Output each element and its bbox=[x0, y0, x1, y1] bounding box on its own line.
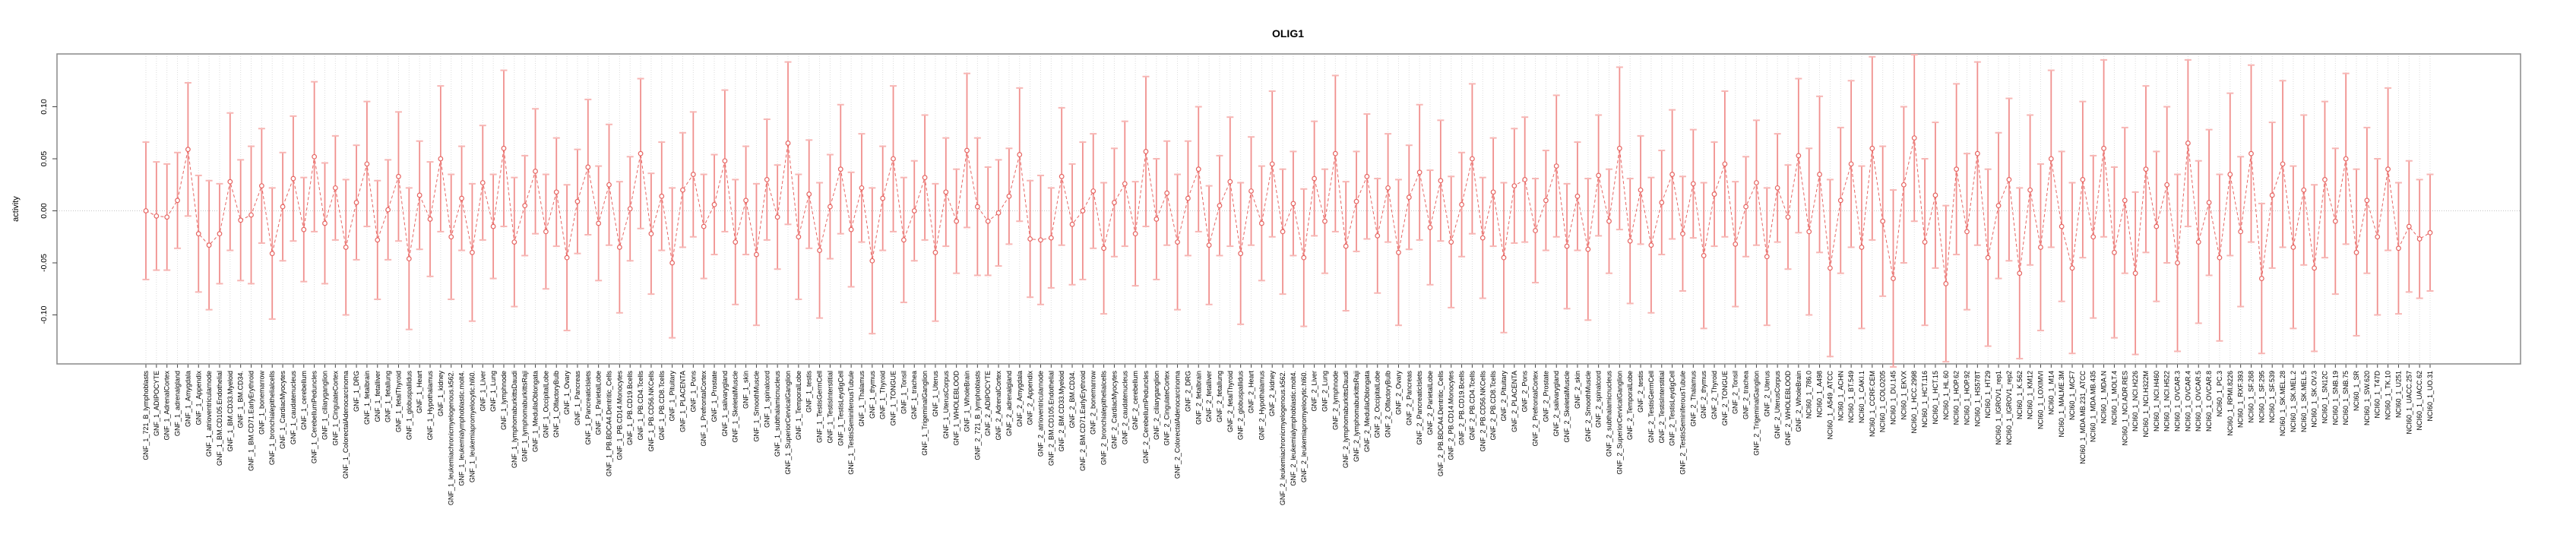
svg-text:GNF_1_TemporalLobe: GNF_1_TemporalLobe bbox=[794, 371, 802, 441]
svg-text:NCI60_1_OVCAR.4: NCI60_1_OVCAR.4 bbox=[2184, 371, 2192, 432]
svg-text:GNF_1_PB.CD56.NKCells: GNF_1_PB.CD56.NKCells bbox=[647, 371, 655, 452]
svg-text:GNF_2_PLACENTA: GNF_2_PLACENTA bbox=[1510, 371, 1518, 432]
svg-text:GNF_2_Liver: GNF_2_Liver bbox=[1310, 371, 1318, 412]
svg-text:-0.05: -0.05 bbox=[40, 254, 49, 272]
svg-text:GNF_2_SuperiorCervicalGanglion: GNF_2_SuperiorCervicalGanglion bbox=[1616, 371, 1624, 475]
svg-text:GNF_2_AdrenalCortex: GNF_2_AdrenalCortex bbox=[995, 371, 1003, 441]
svg-text:GNF_1_leukemiachronicmyelogeno: GNF_1_leukemiachronicmyelogenous.k562. bbox=[447, 371, 455, 506]
svg-text:NCI60_1_ACHN: NCI60_1_ACHN bbox=[1837, 371, 1845, 422]
svg-text:GNF_1_atrioventricularnode: GNF_1_atrioventricularnode bbox=[205, 371, 214, 457]
svg-text:GNF_1_caudatenucleus: GNF_1_caudatenucleus bbox=[289, 371, 297, 445]
svg-text:NCI60_1_SR: NCI60_1_SR bbox=[2353, 371, 2361, 412]
svg-text:GNF_2_ParietalLobe: GNF_2_ParietalLobe bbox=[1426, 371, 1435, 435]
svg-text:GNF_1_Heart: GNF_1_Heart bbox=[416, 371, 424, 414]
svg-text:GNF_1_Thyroid: GNF_1_Thyroid bbox=[878, 371, 887, 420]
svg-text:NCI60_1_RXF.393: NCI60_1_RXF.393 bbox=[2236, 371, 2245, 428]
svg-text:GNF_2_CerebellumPeduncles: GNF_2_CerebellumPeduncles bbox=[1141, 371, 1150, 464]
svg-text:GNF_1_PB.CD14.Monocytes: GNF_1_PB.CD14.Monocytes bbox=[616, 371, 624, 460]
svg-text:GNF_2_thymus: GNF_2_thymus bbox=[1700, 371, 1708, 419]
svg-text:NCI60_1_UACC.257: NCI60_1_UACC.257 bbox=[2405, 371, 2413, 435]
svg-text:GNF_1_AdrenalCortex: GNF_1_AdrenalCortex bbox=[163, 371, 171, 441]
svg-text:NCI60_1_SK.MEL.2: NCI60_1_SK.MEL.2 bbox=[2289, 371, 2297, 433]
svg-text:GNF_1_skin: GNF_1_skin bbox=[742, 371, 750, 409]
svg-text:GNF_2_TestisSeminiferousTubule: GNF_2_TestisSeminiferousTubule bbox=[1679, 371, 1687, 475]
svg-text:GNF_2_fetalliver: GNF_2_fetalliver bbox=[1205, 371, 1214, 422]
svg-text:GNF_2_Pons: GNF_2_Pons bbox=[1521, 371, 1529, 413]
svg-text:GNF_1_Pituitary: GNF_1_Pituitary bbox=[668, 371, 676, 422]
svg-text:NCI60_1_HT29: NCI60_1_HT29 bbox=[1984, 371, 1992, 419]
svg-text:0.05: 0.05 bbox=[40, 150, 49, 167]
svg-text:GNF_2_UterusCorpus: GNF_2_UterusCorpus bbox=[1774, 371, 1782, 439]
svg-text:GNF_2_TrigeminalGanglion: GNF_2_TrigeminalGanglion bbox=[1752, 371, 1761, 456]
svg-text:GNF_1_CardiacMyocytes: GNF_1_CardiacMyocytes bbox=[279, 371, 287, 450]
svg-text:GNF_1_Lung: GNF_1_Lung bbox=[489, 371, 498, 413]
svg-text:GNF_1_cerebellum: GNF_1_cerebellum bbox=[299, 371, 308, 431]
svg-text:GNF_1_TrigeminalGanglion: GNF_1_TrigeminalGanglion bbox=[921, 371, 929, 456]
svg-text:GNF_2_spinalcord: GNF_2_spinalcord bbox=[1594, 371, 1603, 428]
svg-text:GNF_1_subthalamicnucleus: GNF_1_subthalamicnucleus bbox=[774, 371, 782, 457]
svg-text:GNF_1_TestisGermCell: GNF_1_TestisGermCell bbox=[815, 371, 824, 444]
svg-text:GNF_1_PB.CD19.Bcells: GNF_1_PB.CD19.Bcells bbox=[626, 371, 635, 446]
svg-text:GNF_1_WHOLEBLOOD: GNF_1_WHOLEBLOOD bbox=[952, 371, 960, 446]
svg-text:GNF_1_PrefrontalCortex: GNF_1_PrefrontalCortex bbox=[700, 371, 708, 447]
svg-text:NCI60_1_SNB.75: NCI60_1_SNB.75 bbox=[2342, 371, 2350, 425]
svg-text:GNF_2_cerebellum: GNF_2_cerebellum bbox=[1131, 371, 1140, 431]
svg-text:GNF_1_Uterus: GNF_1_Uterus bbox=[931, 371, 939, 417]
svg-text:GNF_2_Pancreas: GNF_2_Pancreas bbox=[1405, 371, 1413, 426]
svg-text:GNF_2_WholeBrain: GNF_2_WholeBrain bbox=[1794, 371, 1802, 432]
svg-text:NCI60_1_RPMI.8226: NCI60_1_RPMI.8226 bbox=[2226, 371, 2234, 436]
svg-text:GNF_2_adrenalgland: GNF_2_adrenalgland bbox=[1005, 371, 1013, 437]
svg-text:GNF_1_UterusCorpus: GNF_1_UterusCorpus bbox=[941, 371, 950, 439]
svg-text:NCI60_1_HS578T: NCI60_1_HS578T bbox=[1973, 371, 1982, 427]
svg-text:GNF_2_subthalamicnucleus: GNF_2_subthalamicnucleus bbox=[1605, 371, 1613, 457]
svg-text:GNF_2_TestisGermCell: GNF_2_TestisGermCell bbox=[1647, 371, 1655, 444]
svg-text:GNF_1_BM.CD34.: GNF_1_BM.CD34. bbox=[236, 371, 245, 428]
svg-text:GNF_1_SuperiorCervicalGanglion: GNF_1_SuperiorCervicalGanglion bbox=[784, 371, 793, 475]
svg-text:GNF_2_salivarygland: GNF_2_salivarygland bbox=[1552, 371, 1561, 437]
svg-text:NCI60_1_HL.60: NCI60_1_HL.60 bbox=[1941, 371, 1950, 420]
svg-text:GNF_1_bonemarrow: GNF_1_bonemarrow bbox=[258, 371, 266, 435]
svg-text:GNF_1_ParietalLobe: GNF_1_ParietalLobe bbox=[594, 371, 603, 435]
svg-text:GNF_2_testis: GNF_2_testis bbox=[1637, 371, 1645, 413]
svg-text:GNF_1_Pons: GNF_1_Pons bbox=[689, 371, 698, 413]
svg-text:NCI60_1_PC.3: NCI60_1_PC.3 bbox=[2215, 371, 2223, 417]
svg-text:GNF_2_PB.CD8.Tcells: GNF_2_PB.CD8.Tcells bbox=[1489, 371, 1498, 441]
svg-text:NCI60_1_NCI.H322M: NCI60_1_NCI.H322M bbox=[2141, 371, 2150, 438]
svg-text:GNF_2_ADIPOCYTE: GNF_2_ADIPOCYTE bbox=[984, 371, 992, 437]
svg-text:GNF_2_bonemarrow: GNF_2_bonemarrow bbox=[1089, 371, 1097, 435]
svg-text:NCI60_1_SK.OV.3: NCI60_1_SK.OV.3 bbox=[2310, 371, 2318, 428]
svg-text:NCI60_1_IGROV1_rep2: NCI60_1_IGROV1_rep2 bbox=[2005, 371, 2013, 445]
svg-text:GNF_2_BM.CD105.Endothelial: GNF_2_BM.CD105.Endothelial bbox=[1047, 371, 1055, 466]
svg-text:GNF_1_Tonsil: GNF_1_Tonsil bbox=[900, 371, 908, 415]
svg-text:NCI60_1_NCI.ADR.RES: NCI60_1_NCI.ADR.RES bbox=[2121, 371, 2129, 446]
svg-text:NCI60_1_SN12C: NCI60_1_SN12C bbox=[2321, 371, 2329, 424]
svg-text:GNF_1_ColorectalAdenocarcinoma: GNF_1_ColorectalAdenocarcinoma bbox=[342, 371, 350, 479]
svg-text:GNF_2_Uterus: GNF_2_Uterus bbox=[1763, 371, 1771, 417]
svg-text:GNF_1_Hypothalamus: GNF_1_Hypothalamus bbox=[426, 371, 435, 441]
svg-text:GNF_2_PancreaticIslets: GNF_2_PancreaticIslets bbox=[1416, 371, 1424, 445]
svg-text:NCI60_1_OVCAR.3: NCI60_1_OVCAR.3 bbox=[2173, 371, 2182, 432]
svg-text:GNF_1_globuspallidus: GNF_1_globuspallidus bbox=[405, 371, 413, 441]
svg-text:NCI60_1_SNB.19: NCI60_1_SNB.19 bbox=[2331, 371, 2340, 425]
svg-text:NCI60_1_SF.539: NCI60_1_SF.539 bbox=[2268, 371, 2277, 423]
svg-text:NCI60_1_786.0: NCI60_1_786.0 bbox=[1805, 371, 1813, 419]
svg-text:GNF_1_testis: GNF_1_testis bbox=[805, 371, 813, 413]
svg-text:GNF_2_CingulateCortex: GNF_2_CingulateCortex bbox=[1163, 371, 1171, 446]
svg-text:GNF_2_lymphomaburkittsDaudi: GNF_2_lymphomaburkittsDaudi bbox=[1342, 371, 1350, 469]
y-axis-label: activity bbox=[11, 196, 21, 222]
svg-text:GNF_2_TemporalLobe: GNF_2_TemporalLobe bbox=[1626, 371, 1635, 441]
svg-text:GNF_2_SkeletalMuscle: GNF_2_SkeletalMuscle bbox=[1563, 371, 1571, 443]
svg-text:GNF_2_TestisInterstitial: GNF_2_TestisInterstitial bbox=[1657, 371, 1666, 444]
svg-text:NCI60_1_MDA.MB.231_ATCC: NCI60_1_MDA.MB.231_ATCC bbox=[2078, 371, 2087, 464]
svg-text:GNF_1_adrenalgland: GNF_1_adrenalgland bbox=[173, 371, 182, 437]
svg-text:NCI60_1_MDA.MB.435: NCI60_1_MDA.MB.435 bbox=[2089, 371, 2097, 443]
svg-text:-0.10: -0.10 bbox=[40, 305, 49, 324]
svg-text:GNF_1_CingulateCortex: GNF_1_CingulateCortex bbox=[331, 371, 340, 446]
svg-text:GNF_1_PancreaticIslets: GNF_1_PancreaticIslets bbox=[584, 371, 592, 445]
svg-text:GNF_2_trachea: GNF_2_trachea bbox=[1742, 371, 1750, 420]
svg-text:GNF_2_Hypothalamus: GNF_2_Hypothalamus bbox=[1258, 371, 1266, 441]
svg-text:GNF_2_PB.CD14.Monocytes: GNF_2_PB.CD14.Monocytes bbox=[1447, 371, 1455, 460]
svg-text:NCI60_1_BT.549: NCI60_1_BT.549 bbox=[1847, 371, 1856, 423]
svg-text:NCI60_1_MALME.3M: NCI60_1_MALME.3M bbox=[2058, 371, 2066, 438]
svg-text:GNF_1_Amygdala: GNF_1_Amygdala bbox=[184, 371, 192, 428]
svg-text:GNF_2_globuspallidus: GNF_2_globuspallidus bbox=[1236, 371, 1245, 441]
svg-text:NCI60_1_OVCAR.8: NCI60_1_OVCAR.8 bbox=[2205, 371, 2214, 432]
svg-text:GNF_2_BM.CD34.: GNF_2_BM.CD34. bbox=[1068, 371, 1077, 428]
svg-text:NCI60_1_COLO205: NCI60_1_COLO205 bbox=[1878, 371, 1887, 433]
svg-text:NCI60_1_MDA.N: NCI60_1_MDA.N bbox=[2100, 371, 2108, 424]
svg-text:NCI60_1_M14: NCI60_1_M14 bbox=[2047, 371, 2055, 416]
svg-text:NCI60_1_DU.145: NCI60_1_DU.145 bbox=[1889, 371, 1897, 425]
svg-text:GNF_2_Thyroid: GNF_2_Thyroid bbox=[1710, 371, 1719, 420]
svg-text:GNF_1_BM.CD33.Myeloid: GNF_1_BM.CD33.Myeloid bbox=[226, 371, 234, 452]
svg-text:NCI60_1_UACC.62: NCI60_1_UACC.62 bbox=[2416, 371, 2424, 431]
svg-text:GNF_1_WholeBrain: GNF_1_WholeBrain bbox=[963, 371, 971, 432]
svg-text:GNF_2_fetalThyroid: GNF_2_fetalThyroid bbox=[1226, 371, 1234, 433]
svg-text:GNF_1_Liver: GNF_1_Liver bbox=[479, 371, 487, 412]
svg-text:GNF_2_atrioventricularnode: GNF_2_atrioventricularnode bbox=[1036, 371, 1045, 457]
svg-text:NCI60_1_KM12: NCI60_1_KM12 bbox=[2026, 371, 2034, 420]
svg-text:GNF_1_ciliaryganglion: GNF_1_ciliaryganglion bbox=[321, 371, 329, 441]
svg-text:GNF_2_Heart: GNF_2_Heart bbox=[1247, 371, 1255, 414]
svg-text:GNF_2_lymphomaburkittsRaji: GNF_2_lymphomaburkittsRaji bbox=[1353, 371, 1361, 463]
svg-text:NCI60_1_IGROV1_rep1: NCI60_1_IGROV1_rep1 bbox=[1995, 371, 2003, 445]
svg-text:NCI60_1_EKVX: NCI60_1_EKVX bbox=[1900, 371, 1908, 420]
svg-text:NCI60_1_MOLT.4: NCI60_1_MOLT.4 bbox=[2110, 371, 2119, 425]
svg-text:GNF_2_WHOLEBLOOD: GNF_2_WHOLEBLOOD bbox=[1783, 371, 1792, 446]
svg-text:GNF_2_Lung: GNF_2_Lung bbox=[1321, 371, 1329, 413]
svg-text:GNF_2_MedullaOblongata: GNF_2_MedullaOblongata bbox=[1362, 371, 1371, 453]
svg-text:GNF_2_BM.CD33.Myeloid: GNF_2_BM.CD33.Myeloid bbox=[1058, 371, 1066, 452]
svg-text:GNF_1_fetallung: GNF_1_fetallung bbox=[384, 371, 392, 423]
svg-text:NCI60_1_HCT.116: NCI60_1_HCT.116 bbox=[1921, 371, 1929, 428]
svg-text:GNF_1_lymphomaburkittsDaudi: GNF_1_lymphomaburkittsDaudi bbox=[510, 371, 518, 469]
svg-text:NCI60_1_TK.10: NCI60_1_TK.10 bbox=[2384, 371, 2392, 420]
svg-text:GNF_1_OlfactoryBulb: GNF_1_OlfactoryBulb bbox=[552, 371, 561, 438]
svg-text:GNF_2_PrefrontalCortex: GNF_2_PrefrontalCortex bbox=[1531, 371, 1540, 447]
svg-text:GNF_2_leukemiapromyelocytic.hl: GNF_2_leukemiapromyelocytic.hl60. bbox=[1299, 371, 1308, 483]
svg-text:GNF_1_spinalcord: GNF_1_spinalcord bbox=[763, 371, 771, 428]
svg-text:NCI60_1_MCF7: NCI60_1_MCF7 bbox=[2068, 371, 2077, 421]
svg-text:NCI60_1_NCI.H226: NCI60_1_NCI.H226 bbox=[2131, 371, 2140, 432]
svg-text:GNF_1_bronchialepithelialcells: GNF_1_bronchialepithelialcells bbox=[268, 371, 277, 466]
svg-text:GNF_1_thymus: GNF_1_thymus bbox=[868, 371, 876, 419]
svg-text:GNF_1_TestisSeminiferousTubule: GNF_1_TestisSeminiferousTubule bbox=[847, 371, 856, 475]
svg-text:GNF_1_Thalamus: GNF_1_Thalamus bbox=[857, 371, 866, 427]
svg-text:NCI60_1_K.562: NCI60_1_K.562 bbox=[2015, 371, 2024, 420]
svg-text:GNF_1_fetalThyroid: GNF_1_fetalThyroid bbox=[394, 371, 403, 433]
svg-text:GNF_1_SkeletalMuscle: GNF_1_SkeletalMuscle bbox=[731, 371, 739, 443]
svg-text:GNF_2_Appendix: GNF_2_Appendix bbox=[1026, 371, 1034, 425]
svg-text:GNF_1_ADIPOCYTE: GNF_1_ADIPOCYTE bbox=[152, 371, 160, 437]
svg-text:NCI60_1_SF.268: NCI60_1_SF.268 bbox=[2247, 371, 2255, 423]
svg-text:GNF_1_lymphomaburkittsRaji: GNF_1_lymphomaburkittsRaji bbox=[521, 371, 529, 463]
svg-text:NCI60_1_OVCAR.5: NCI60_1_OVCAR.5 bbox=[2195, 371, 2203, 432]
svg-text:GNF_2_Tonsil: GNF_2_Tonsil bbox=[1731, 371, 1739, 415]
svg-text:GNF_2_OlfactoryBulb: GNF_2_OlfactoryBulb bbox=[1384, 371, 1392, 438]
svg-text:0.00: 0.00 bbox=[40, 203, 49, 219]
svg-text:GNF_1_PB.CD8.Tcells: GNF_1_PB.CD8.Tcells bbox=[657, 371, 666, 441]
svg-text:GNF_1_SmoothMuscle: GNF_1_SmoothMuscle bbox=[752, 371, 761, 442]
svg-text:GNF_2_Prostate: GNF_2_Prostate bbox=[1542, 371, 1550, 422]
svg-text:NCI60_1_SF.295: NCI60_1_SF.295 bbox=[2258, 371, 2266, 423]
svg-text:GNF_1_leukemialymphoblastic.mo: GNF_1_leukemialymphoblastic.molt4. bbox=[457, 371, 466, 486]
svg-text:GNF_1_leukemiapromyelocytic.hl: GNF_1_leukemiapromyelocytic.hl60. bbox=[468, 371, 476, 483]
svg-text:GNF_1_PLACENTA: GNF_1_PLACENTA bbox=[679, 371, 687, 432]
svg-text:GNF_2_SmoothMuscle: GNF_2_SmoothMuscle bbox=[1584, 371, 1592, 442]
svg-text:GNF_2_CardiacMyocytes: GNF_2_CardiacMyocytes bbox=[1110, 371, 1119, 450]
svg-text:GNF_2_leukemiachronicmyelogeno: GNF_2_leukemiachronicmyelogenous.k562. bbox=[1279, 371, 1287, 506]
svg-text:GNF_1_lymphnode: GNF_1_lymphnode bbox=[499, 371, 508, 431]
svg-text:GNF_1_PB.BDCA4.Dentritic_Cells: GNF_1_PB.BDCA4.Dentritic_Cells bbox=[605, 371, 613, 477]
svg-text:NCI60_1_CAKI.1: NCI60_1_CAKI.1 bbox=[1857, 371, 1866, 424]
svg-text:NCI60_1_NCI.H522: NCI60_1_NCI.H522 bbox=[2163, 371, 2171, 432]
svg-text:GNF_1_PB.CD4.Tcells: GNF_1_PB.CD4.Tcells bbox=[637, 371, 645, 441]
svg-text:GNF_2_bronchialepithelialcells: GNF_2_bronchialepithelialcells bbox=[1100, 371, 1108, 466]
svg-text:GNF_1_Appendix: GNF_1_Appendix bbox=[195, 371, 203, 425]
svg-text:GNF_2_Amygdala: GNF_2_Amygdala bbox=[1015, 371, 1024, 428]
svg-text:NCI60_1_SK.MEL.28: NCI60_1_SK.MEL.28 bbox=[2279, 371, 2287, 437]
svg-text:NCI60_1_NCI.H460: NCI60_1_NCI.H460 bbox=[2152, 371, 2160, 432]
svg-text:NCI60_1_LOXIMVI: NCI60_1_LOXIMVI bbox=[2036, 371, 2045, 430]
svg-text:GNF_2_721_B_lymphoblasts: GNF_2_721_B_lymphoblasts bbox=[973, 371, 982, 460]
svg-text:GNF_1_BM.CD71.EarlyErythroid: GNF_1_BM.CD71.EarlyErythroid bbox=[247, 371, 255, 472]
svg-text:GNF_2_BM.CD71.EarlyErythroid: GNF_2_BM.CD71.EarlyErythroid bbox=[1078, 371, 1087, 472]
svg-text:NCI60_1_HCC.2998: NCI60_1_HCC.2998 bbox=[1910, 371, 1919, 434]
svg-text:NCI60_1_UO.31: NCI60_1_UO.31 bbox=[2426, 371, 2434, 422]
svg-text:NCI60_1_SW.620: NCI60_1_SW.620 bbox=[2362, 371, 2371, 426]
svg-text:NCI60_1_T47D: NCI60_1_T47D bbox=[2373, 371, 2381, 419]
svg-text:GNF_1_Pancreas: GNF_1_Pancreas bbox=[573, 371, 581, 426]
svg-text:GNF_2_Ovary: GNF_2_Ovary bbox=[1394, 371, 1403, 416]
svg-text:GNF_2_caudatenucleus: GNF_2_caudatenucleus bbox=[1121, 371, 1129, 445]
svg-text:GNF_2_fetallung: GNF_2_fetallung bbox=[1215, 371, 1223, 423]
svg-text:GNF_1_CerebellumPeduncles: GNF_1_CerebellumPeduncles bbox=[310, 371, 318, 464]
svg-text:GNF_2_TestisLeydigCell: GNF_2_TestisLeydigCell bbox=[1668, 371, 1676, 447]
svg-text:GNF_1_trachea: GNF_1_trachea bbox=[910, 371, 919, 420]
svg-text:GNF_1_kidney: GNF_1_kidney bbox=[436, 371, 445, 417]
svg-text:GNF_1_TestisLeydigCell: GNF_1_TestisLeydigCell bbox=[837, 371, 845, 447]
svg-text:GNF_2_DRG: GNF_2_DRG bbox=[1184, 371, 1192, 413]
svg-text:GNF_2_ColorectalAdenocarcinoma: GNF_2_ColorectalAdenocarcinoma bbox=[1173, 371, 1182, 479]
svg-text:GNF_2_PB.BDCA4.Dentritic_Cells: GNF_2_PB.BDCA4.Dentritic_Cells bbox=[1436, 371, 1445, 477]
svg-text:GNF_1_DRG: GNF_1_DRG bbox=[353, 371, 361, 413]
svg-text:GNF_1_TestisInterstitial: GNF_1_TestisInterstitial bbox=[826, 371, 834, 444]
svg-text:GNF_1_TONGUE: GNF_1_TONGUE bbox=[889, 371, 897, 426]
svg-text:GNF_2_kidney: GNF_2_kidney bbox=[1268, 371, 1277, 417]
svg-text:GNF_2_PB.CD19.Bcells: GNF_2_PB.CD19.Bcells bbox=[1457, 371, 1466, 446]
svg-text:NCI60_1_A549_ATCC: NCI60_1_A549_ATCC bbox=[1826, 371, 1834, 440]
svg-text:GNF_2_skin: GNF_2_skin bbox=[1573, 371, 1581, 409]
svg-text:GNF_2_lymphnode: GNF_2_lymphnode bbox=[1331, 371, 1340, 431]
svg-text:GNF_2_Thalamus: GNF_2_Thalamus bbox=[1689, 371, 1698, 427]
svg-text:NCI60_1_HOP.92: NCI60_1_HOP.92 bbox=[1963, 371, 1971, 425]
svg-text:GNF_1_Prostate: GNF_1_Prostate bbox=[710, 371, 719, 422]
svg-text:NCI60_1_HCT.15: NCI60_1_HCT.15 bbox=[1931, 371, 1939, 425]
svg-text:GNF_1_BM.CD105.Endothelial: GNF_1_BM.CD105.Endothelial bbox=[215, 371, 223, 466]
svg-text:GNF_1_Ovary: GNF_1_Ovary bbox=[563, 371, 571, 416]
svg-text:GNF_2_leukemialymphoblastic.mo: GNF_2_leukemialymphoblastic.molt4. bbox=[1289, 371, 1297, 486]
svg-text:GNF_1_OccipitalLobe: GNF_1_OccipitalLobe bbox=[542, 371, 550, 438]
svg-text:NCI60_1_SK.MEL.5: NCI60_1_SK.MEL.5 bbox=[2299, 371, 2308, 433]
svg-text:GNF_1_MedullaOblongata: GNF_1_MedullaOblongata bbox=[531, 371, 540, 453]
svg-text:GNF_2_TONGUE: GNF_2_TONGUE bbox=[1720, 371, 1729, 426]
svg-text:NCI60_1_HOP.62: NCI60_1_HOP.62 bbox=[1952, 371, 1960, 425]
svg-text:GNF_1_salivarygland: GNF_1_salivarygland bbox=[720, 371, 729, 437]
svg-text:NCI60_1_A498: NCI60_1_A498 bbox=[1815, 371, 1824, 418]
svg-text:GNF_2_PB.CD56.NKCells: GNF_2_PB.CD56.NKCells bbox=[1479, 371, 1487, 452]
svg-text:GNF_2_OccipitalLobe: GNF_2_OccipitalLobe bbox=[1373, 371, 1381, 438]
svg-text:0.10: 0.10 bbox=[40, 99, 49, 115]
svg-text:GNF_2_PB.CD4.Tcells: GNF_2_PB.CD4.Tcells bbox=[1468, 371, 1476, 441]
chart-title: OLIG1 bbox=[1271, 27, 1304, 40]
svg-text:GNF_2_ciliaryganglion: GNF_2_ciliaryganglion bbox=[1152, 371, 1160, 441]
svg-text:GNF_2_Pituitary: GNF_2_Pituitary bbox=[1499, 371, 1508, 422]
svg-text:NCI60_1_U251: NCI60_1_U251 bbox=[2394, 371, 2403, 419]
svg-text:GNF_1_721_B_lymphoblasts: GNF_1_721_B_lymphoblasts bbox=[142, 371, 150, 460]
svg-text:GNF_1_fetalbrain: GNF_1_fetalbrain bbox=[362, 371, 371, 425]
svg-text:GNF_2_fetalbrain: GNF_2_fetalbrain bbox=[1195, 371, 1203, 425]
svg-text:NCI60_1_CCRF.CEM: NCI60_1_CCRF.CEM bbox=[1868, 371, 1876, 438]
svg-text:GNF_1_fetalliver: GNF_1_fetalliver bbox=[373, 371, 381, 422]
